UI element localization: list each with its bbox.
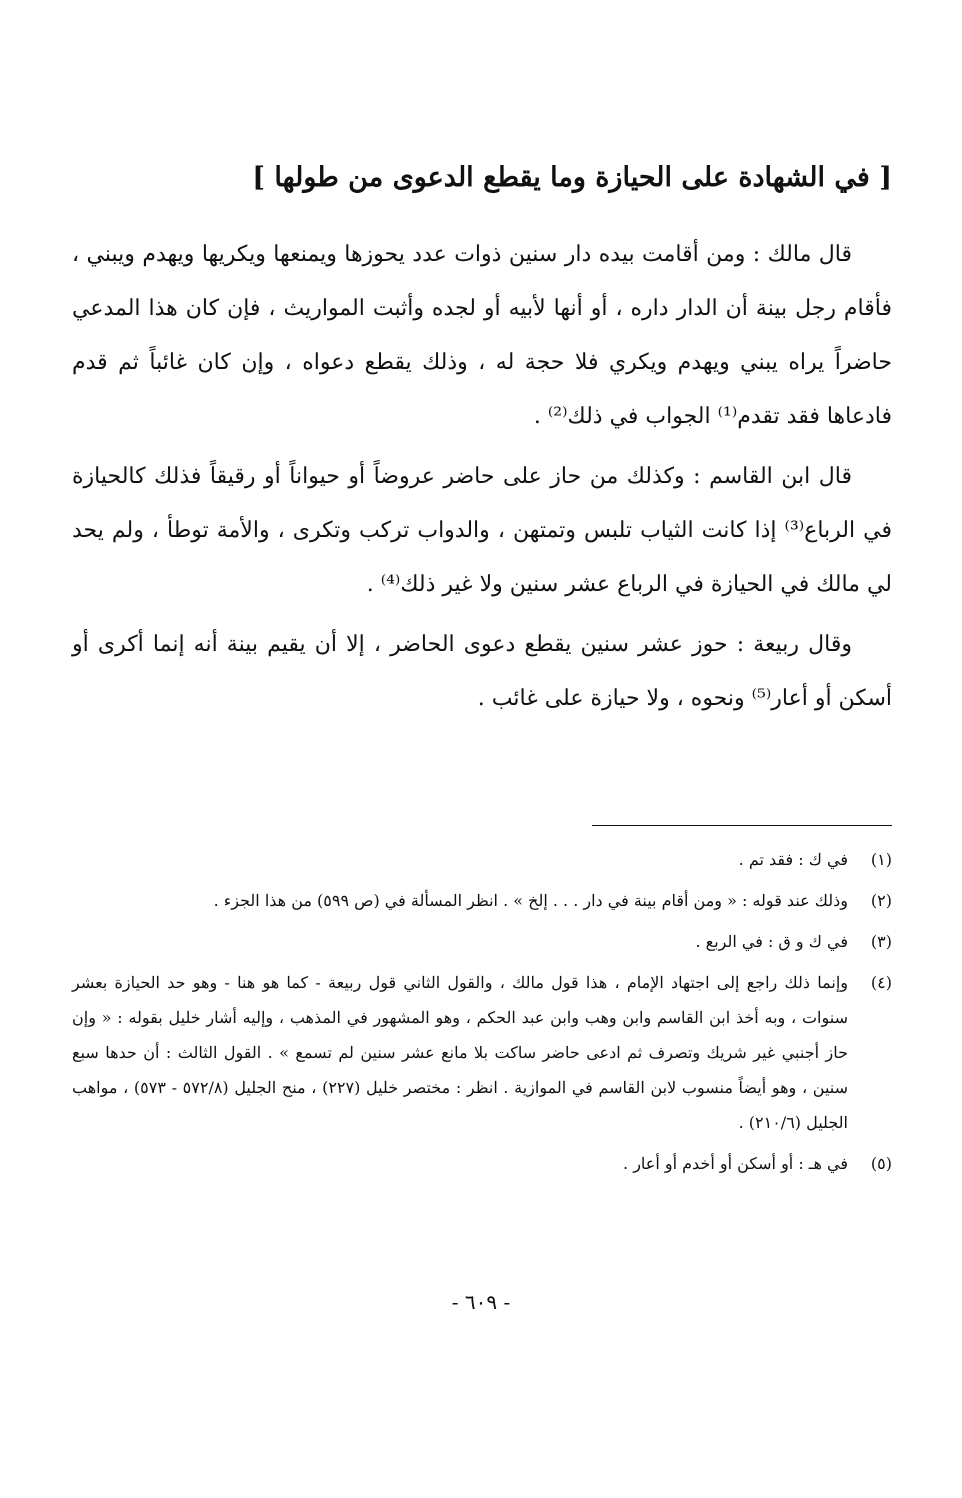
footnote-number: (٣) (870, 932, 892, 951)
footnote-text: وإنما ذلك راجع إلى اجتهاد الإمام ، هذا قول مالك ، والقول الثاني قول ربيعة - كما هو هنا - وهو حد الحيازة بعشر سنوات ، وبه أخذ ابن القاسم وابن وهب وابن عبد الحكم ، وهو المشهور في المذهب ، وإليه أشار خليل بقوله : « وإن حاز أجنبي غير شريك وتصرف ثم ادعى حاضر ساكت بلا مانع عشر سنين لم تسمع » . القول الثالث : أن حدها سبع سنين ، وهو أيضاً منسوب لابن القاسم في الموازية . انظر : مختصر خليل (٢٢٧) ، منح الجليل (٥٧٢/٨ - ٥٧٣) ، مواهب الجليل (٢١٠/٦) . (72, 973, 849, 1132)
footnote-number: (٥) (870, 1154, 892, 1173)
footnote-item (72, 965, 892, 1140)
paragraph-rabia: وقال ربيعة : حوز عشر سنين يقطع دعوى الحاضر ، إلا أن يقيم بينة أنه إنما أكرى أو أسكن أو أعار⁽⁵⁾ ونحوه ، ولا حيازة على غائب . (72, 632, 892, 711)
footnote-item (72, 924, 892, 959)
footnote-number: (١) (870, 850, 892, 869)
footnote-item (72, 842, 892, 877)
footnotes (72, 842, 892, 1187)
footnote-text: في هـ : أو أسكن أو أخدم أو أعار . (623, 1154, 848, 1173)
footnote-item (72, 1146, 892, 1181)
footnote-item (72, 883, 892, 918)
paragraph-malik: قال مالك : ومن أقامت بيده دار سنين ذوات عدد يحوزها ويمنعها ويكريها ويهدم ويبني ، فأقام رجل بينة أن الدار داره ، أو أنها لأبيه أو لجده وأثبت المواريث ، فإن كان هذا المدعي حاضراً يراه يبني ويهدم ويكري فلا حجة له ، وذلك يقطع دعواه ، وإن كان غائباً ثم قدم فادعاها فقد تقدم⁽¹⁾ الجواب في ذلك⁽²⁾ . (72, 242, 892, 429)
footnote-text: في ك و ق : في الربع . (695, 932, 848, 951)
section-heading: [ في الشهادة على الحيازة وما يقطع الدعوى من طولها ] (252, 162, 892, 193)
footnote-number: (٢) (870, 891, 892, 910)
page-number: - ٦٠٩ - (451, 1290, 511, 1314)
footnote-text: وذلك عند قوله : « ومن أقام بينة في دار . . . إلخ » . انظر المسألة في (ص ٥٩٩) من هذا الجزء . (213, 891, 848, 910)
footnote-separator (592, 825, 892, 826)
footnote-number: (٤) (870, 973, 892, 992)
main-text (72, 228, 892, 732)
paragraph-ibn-al-qasim: قال ابن القاسم : وكذلك من حاز على حاضر عروضاً أو حيواناً أو رقيقاً فذلك كالحيازة في الرباع⁽³⁾ إذا كانت الثياب تلبس وتمتهن ، والدواب تركب وتكرى ، والأمة توطأ ، ولم يحد لي مالك في الحيازة في الرباع عشر سنين ولا غير ذلك⁽⁴⁾ . (72, 464, 892, 597)
footnote-text: في ك : فقد تم . (738, 850, 848, 869)
